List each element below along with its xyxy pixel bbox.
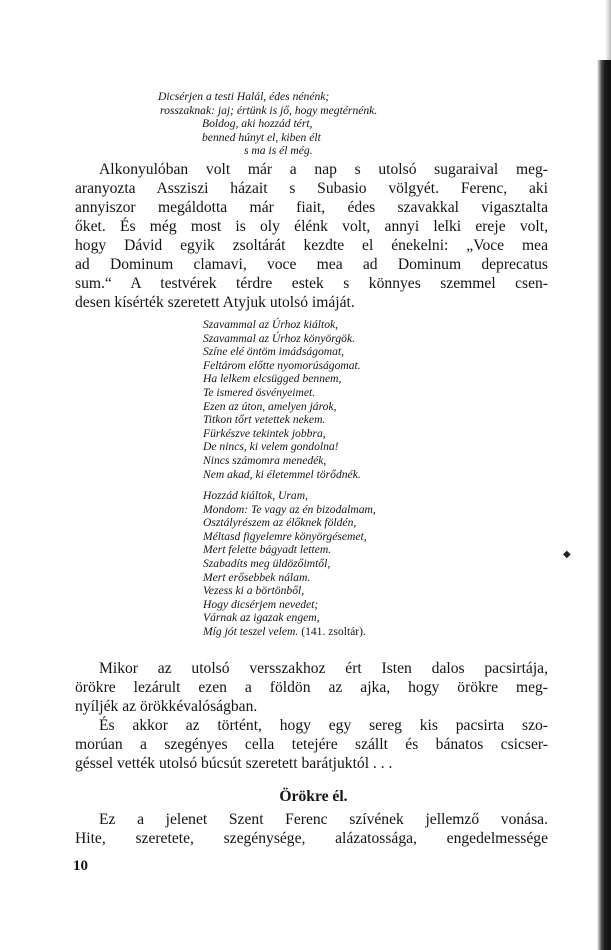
psalm-line: Mert felette bágyadt lettem. [203, 543, 332, 557]
paragraph-line: géssel vették utolsó búcsút szeretett barátjuktól . . . [75, 755, 393, 772]
psalm-line: Mondom: Te vagy az én bizodalmam, [203, 502, 376, 516]
paragraph-line: ad Dominum clamavi, voce mea ad Dominum deprecatus [75, 256, 548, 273]
paragraph-line: hogy Dávid egyik zsoltárát kezdte el énekelni: „Voce mea [75, 237, 548, 254]
psalm-line: Titkon tőrt vetettek nekem. [203, 413, 326, 427]
paragraph-line: Mikor az utolsó versszakhoz ért Isten dalos pacsirtája, [99, 660, 548, 677]
stray-ink-mark: ◆ [563, 549, 571, 560]
psalm-line: Színe elé öntöm imádságomat, [203, 345, 345, 359]
intro-verse-line: Boldog, aki hozzád tért, [202, 117, 313, 130]
paragraph-last-verse [75, 659, 548, 716]
psalm-line: Szavammal az Úrhoz könyörgök. [203, 331, 355, 345]
psalm-line: Mert erősebbek nálam. [203, 570, 311, 584]
psalm-line: Feltárom előtte nyomorúságomat. [203, 358, 361, 372]
psalm-line: Ezen az úton, amelyen járok, [203, 399, 337, 413]
paragraph-line: morúan a szegényes cella tetejére szállt és bánatos csicser- [75, 736, 548, 753]
psalm-line: Hozzád kiáltok, Uram, [203, 489, 308, 502]
page-edge-top [605, 0, 611, 60]
psalm-line: Szavammal az Úrhoz kiáltok, [203, 318, 339, 331]
psalm-line: Te ismered ösvényeimet. [203, 385, 316, 399]
psalm-line: Osztályrészem az élőknek földén, [203, 516, 357, 530]
intro-verse [158, 90, 538, 158]
psalm-stanza-1 [203, 318, 503, 481]
psalm-line: Várnak az igazak engem, [203, 611, 320, 625]
paragraph-line: És akkor az történt, hogy egy sereg kis pacsirta szo- [99, 717, 548, 734]
paragraph-line: örökre lezárult ezen a földön az ajka, hogy örökre meg- [75, 679, 548, 696]
psalm-line: Ha lelkem elcsügged bennem, [203, 372, 342, 386]
psalm-line: Méltasd figyelemre könyörgésemet, [203, 529, 367, 543]
psalm-reference: (141. zsoltár). [301, 624, 366, 638]
paragraph-larks [75, 716, 548, 773]
page-edge-shadow [597, 60, 611, 950]
paragraph-character [75, 810, 548, 848]
intro-verse-line: Dicsérjen a testi Halál, édes nénénk; [158, 90, 330, 103]
psalm-line: De nincs, ki velem gondolna! [203, 440, 339, 454]
psalm-line-text: Míg jót teszel velem. [203, 624, 299, 638]
psalm-line: Nem akad, ki életemmel törődnék. [203, 467, 361, 481]
psalm-line: Nincs számomra menedék, [203, 453, 327, 467]
paragraph-line: sum.“ A testvérek térdre estek s könnyes szemmel csen- [75, 275, 548, 292]
psalm-stanza-2 [203, 489, 503, 639]
paragraph-line: Hite, szeretete, szegénysége, alázatossága, engedelmessége [75, 830, 548, 847]
page-number: 10 [73, 858, 88, 874]
paragraph-line: Ez a jelenet Szent Ferenc szívének jellemző vonása. [99, 811, 548, 828]
paragraph-death-scene [75, 160, 548, 312]
paragraph-line: desen kísérték szeretett Atyjuk utolsó imáját. [75, 294, 355, 311]
paragraph-line: őket. És még most is oly élénk volt, annyi lelki ereje volt, [75, 218, 548, 235]
paragraph-line: nyíljék az örökkévalóságban. [75, 698, 258, 715]
paragraph-line: Alkonyulóban volt már a nap s utolsó sugaraival meg- [99, 161, 548, 178]
psalm-line: Fürkészve tekintek jobbra, [203, 426, 326, 440]
intro-verse-line: s ma is él még. [244, 144, 313, 157]
intro-verse-line: benned húnyt el, kiben élt [202, 130, 321, 144]
psalm-line: Hogy dicsérjem nevedet; [203, 597, 319, 611]
paragraph-line: annyiszor megáldotta már fiait, édes szavakkal vigasztalta [75, 199, 548, 216]
psalm-line-last [203, 625, 503, 639]
section-heading: Örökre él. [279, 788, 348, 805]
intro-verse-line: rosszaknak: jaj; értünk is jő, hogy megtérnénk. [160, 103, 378, 117]
paragraph-line: aranyozta Assziszi házait s Subasio völgyét. Ferenc, aki [75, 180, 548, 197]
psalm-line: Szabadíts meg üldözőimtől, [203, 556, 331, 570]
psalm-line: Vezess ki a börtönből, [203, 584, 305, 598]
